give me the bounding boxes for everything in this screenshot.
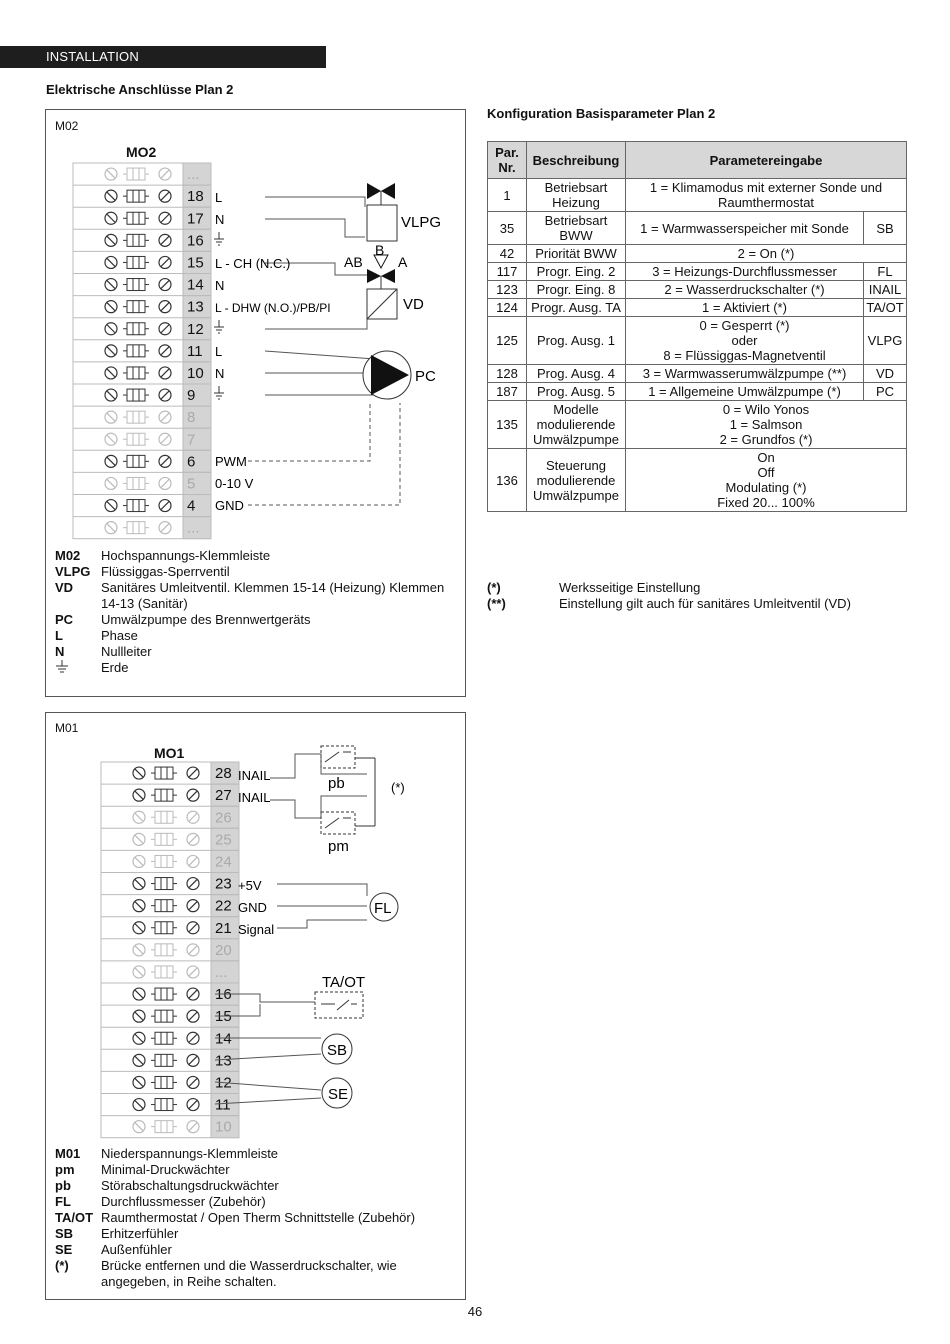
legend-key: SE xyxy=(55,1242,73,1257)
parameter-row xyxy=(488,179,907,212)
legend-value: Störabschaltungsdruckwächter xyxy=(101,1178,279,1193)
legend-item xyxy=(55,1242,455,1258)
legend-item xyxy=(55,612,455,628)
mo1-terminal-number: 22 xyxy=(215,897,232,915)
note-item xyxy=(487,580,851,596)
legend-value: Minimal-Druckwächter xyxy=(101,1162,230,1177)
mo1-terminal-number: 24 xyxy=(215,853,232,871)
mo2-diagram xyxy=(45,109,466,549)
legend-key: M02 xyxy=(55,548,81,563)
par-value: On Off Modulating (*) Fixed 20... 100% xyxy=(626,449,907,512)
mo1-terminal-number: 12 xyxy=(215,1074,232,1092)
legend-item xyxy=(55,548,455,564)
left-title: Elektrische Anschlüsse Plan 2 xyxy=(46,82,234,97)
ground-icon xyxy=(55,660,69,674)
legend-item xyxy=(55,1210,455,1226)
par-nr: 136 xyxy=(488,449,527,512)
mo2-legend xyxy=(55,548,455,678)
mo2-wire-label-n17: N xyxy=(215,212,225,227)
par-code: INAIL xyxy=(864,281,907,299)
legend-item xyxy=(55,564,455,580)
parameter-row xyxy=(488,299,907,317)
taot-switch-icon xyxy=(315,992,363,1018)
vd-valve-icon xyxy=(367,255,397,319)
mo2-terminal-number: 8 xyxy=(187,409,196,427)
mo1-wire-label-inail2: INAIL xyxy=(238,790,271,805)
legend-key: M01 xyxy=(55,1146,81,1161)
par-description: Prog. Ausg. 1 xyxy=(527,317,626,365)
mo1-terminal-title: MO1 xyxy=(154,745,185,761)
mo2-box-label: M02 xyxy=(55,119,79,133)
sb-label: SB xyxy=(327,1042,348,1059)
mo1-terminal-number: 27 xyxy=(215,787,232,805)
par-description: Betriebsart BWW xyxy=(527,212,626,245)
mo2-terminal-number: 9 xyxy=(187,387,196,405)
section-header: INSTALLATION xyxy=(0,46,326,68)
col-beschreibung: Beschreibung xyxy=(527,142,626,179)
mo2-terminal-number: 4 xyxy=(187,497,196,515)
taot-label: TA/OT xyxy=(322,974,366,991)
par-value: 0 = Gesperrt (*) oder 8 = Flüssiggas-Magnetventil xyxy=(626,317,864,365)
par-value: 2 = Wasserdruckschalter (*) xyxy=(626,281,864,299)
legend-value: Durchflussmesser (Zubehör) xyxy=(101,1194,266,1209)
legend-item xyxy=(55,1178,455,1194)
legend-value: Brücke entfernen und die Wasserdruckschalter, wie angegeben, in Reihe schalten. xyxy=(101,1258,397,1289)
mo2-wire-label-n10: N xyxy=(215,366,225,381)
pc-label: PC xyxy=(415,368,436,385)
par-code: FL xyxy=(864,263,907,281)
note-value: Werksseitige Einstellung xyxy=(559,580,701,595)
bridge-note-label: (*) xyxy=(391,780,405,795)
mo2-wire-label-v010: 0-10 V xyxy=(215,476,254,491)
mo2-terminal-number: 10 xyxy=(187,364,204,382)
legend-value: Raumthermostat / Open Therm Schnittstelle (Zubehör) xyxy=(101,1210,416,1225)
par-value: 2 = On (*) xyxy=(626,245,907,263)
mo1-terminal-number: 20 xyxy=(215,941,232,959)
parameter-row xyxy=(488,263,907,281)
table-notes xyxy=(487,580,851,612)
par-description: Prog. Ausg. 4 xyxy=(527,365,626,383)
par-value: 1 = Aktiviert (*) xyxy=(626,299,864,317)
parameter-row xyxy=(488,383,907,401)
legend-key: VD xyxy=(55,580,74,595)
ground-icon xyxy=(214,320,224,333)
col-par-nr: Par. Nr. xyxy=(488,142,527,179)
par-description: Priorität BWW xyxy=(527,245,626,263)
mo2-terminal-number: 14 xyxy=(187,276,204,294)
mo1-terminal-number: 15 xyxy=(215,1008,232,1026)
par-description: Steuerung modulierende Umwälzpumpe xyxy=(527,449,626,512)
par-description: Modelle modulierende Umwälzpumpe xyxy=(527,401,626,449)
legend-value: Sanitäres Umleitventil. Klemmen 15-14 (Heizung) Klemmen 14-13 (Sanitär) xyxy=(101,580,445,611)
legend-key: L xyxy=(55,628,63,643)
mo2-terminal-number: ... xyxy=(187,166,200,184)
par-nr: 123 xyxy=(488,281,527,299)
vd-label: VD xyxy=(403,296,424,313)
legend-key: SB xyxy=(55,1226,74,1241)
par-value: 3 = Heizungs-Durchflussmesser xyxy=(626,263,864,281)
mo1-terminal-number: 11 xyxy=(215,1096,231,1114)
parameter-row xyxy=(488,317,907,365)
par-description: Betriebsart Heizung xyxy=(527,179,626,212)
mo1-terminal-number: 23 xyxy=(215,875,232,893)
mo1-wire-label-v5: +5V xyxy=(238,878,262,893)
par-description: Progr. Eing. 2 xyxy=(527,263,626,281)
col-parametereingabe: Parametereingabe xyxy=(626,142,907,179)
legend-key: N xyxy=(55,644,65,659)
vd-ab-label: AB xyxy=(344,254,363,270)
legend-item xyxy=(55,644,455,660)
par-description: Prog. Ausg. 5 xyxy=(527,383,626,401)
parameter-table xyxy=(487,141,907,512)
legend-key: (*) xyxy=(55,1258,69,1273)
legend-value: Niederspannungs-Klemmleiste xyxy=(101,1146,279,1161)
mo2-terminal-title: MO2 xyxy=(126,144,157,160)
mo2-wire-label-l13: L - DHW (N.O.)/PB/PI xyxy=(215,301,331,315)
se-label: SE xyxy=(328,1086,349,1103)
parameter-row xyxy=(488,281,907,299)
mo1-terminal-number: 21 xyxy=(215,919,232,937)
legend-value: Erhitzerfühler xyxy=(101,1226,179,1241)
legend-value: Erde xyxy=(101,660,129,675)
legend-key xyxy=(55,660,101,678)
mo1-wire-label-signal: Signal xyxy=(238,922,275,937)
parameter-row xyxy=(488,449,907,512)
mo2-terminal-number: 7 xyxy=(187,431,196,449)
par-description: Progr. Ausg. TA xyxy=(527,299,626,317)
note-key: (*) xyxy=(487,580,501,595)
legend-value: Hochspannungs-Klemmleiste xyxy=(101,548,271,563)
mo2-wire-label-n14: N xyxy=(215,278,225,293)
par-description: Progr. Eing. 8 xyxy=(527,281,626,299)
legend-key: TA/OT xyxy=(55,1210,94,1225)
mo1-terminal-number: 28 xyxy=(215,765,232,783)
par-value: 0 = Wilo Yonos 1 = Salmson 2 = Grundfos (*) xyxy=(626,401,907,449)
pm-label: pm xyxy=(328,838,349,855)
parameter-row xyxy=(488,365,907,383)
fl-label: FL xyxy=(374,900,392,917)
mo2-terminal-number: 16 xyxy=(187,232,204,250)
mo1-wire-label-inail1: INAIL xyxy=(238,768,271,783)
mo1-terminal-number: 10 xyxy=(215,1118,232,1136)
vd-a-label: A xyxy=(398,254,408,270)
legend-item xyxy=(55,1194,455,1210)
pc-pump-icon xyxy=(363,351,411,399)
mo2-terminal-number: 17 xyxy=(187,210,204,228)
par-nr: 135 xyxy=(488,401,527,449)
legend-item xyxy=(55,580,455,612)
vd-b-label: B xyxy=(375,242,385,258)
legend-item xyxy=(55,1226,455,1242)
par-nr: 1 xyxy=(488,179,527,212)
legend-key: VLPG xyxy=(55,564,91,579)
mo2-terminal-number: 12 xyxy=(187,320,204,338)
parameter-row xyxy=(488,212,907,245)
par-code: VD xyxy=(864,365,907,383)
par-nr: 35 xyxy=(488,212,527,245)
mo1-terminal-number: 25 xyxy=(215,831,232,849)
mo2-wire-label-l18: L xyxy=(215,190,223,205)
mo2-terminal-number: 13 xyxy=(187,298,204,316)
legend-key: pb xyxy=(55,1178,71,1193)
mo1-terminal-number: 16 xyxy=(215,986,232,1004)
mo1-terminal-number: 13 xyxy=(215,1052,232,1070)
mo2-terminal-number: 15 xyxy=(187,254,204,272)
par-value: 1 = Warmwasserspeicher mit Sonde xyxy=(626,212,864,245)
mo2-terminal-number: 5 xyxy=(187,475,196,493)
legend-value: Nullleiter xyxy=(101,644,152,659)
legend-item xyxy=(55,1258,455,1290)
parameter-row xyxy=(488,245,907,263)
note-item xyxy=(487,596,851,612)
legend-value: Außenfühler xyxy=(101,1242,172,1257)
legend-key: pm xyxy=(55,1162,75,1177)
ground-icon xyxy=(214,232,224,245)
par-code: SB xyxy=(864,212,907,245)
par-nr: 125 xyxy=(488,317,527,365)
par-nr: 187 xyxy=(488,383,527,401)
par-code: TA/OT xyxy=(864,299,907,317)
mo2-terminal-number: ... xyxy=(187,519,200,537)
par-value: 1 = Klimamodus mit externer Sonde und Raumthermostat xyxy=(626,179,907,212)
par-nr: 42 xyxy=(488,245,527,263)
mo2-wire-label-l11: L xyxy=(215,344,223,359)
mo2-terminal-number: 11 xyxy=(187,342,203,360)
mo2-wire-label-pwm: PWM xyxy=(215,454,247,469)
legend-item xyxy=(55,660,455,678)
legend-value: Phase xyxy=(101,628,138,643)
par-code: PC xyxy=(864,383,907,401)
vlpg-label: VLPG xyxy=(401,214,442,231)
pm-switch-icon xyxy=(321,812,375,834)
legend-item xyxy=(55,628,455,644)
parameter-row xyxy=(488,401,907,449)
mo2-wire-label-gnd: GND xyxy=(215,498,244,513)
mo1-terminal-number: 14 xyxy=(215,1030,232,1048)
mo1-diagram xyxy=(45,712,466,1152)
pb-label: pb xyxy=(328,775,345,792)
legend-item xyxy=(55,1146,455,1162)
par-nr: 128 xyxy=(488,365,527,383)
right-title: Konfiguration Basisparameter Plan 2 xyxy=(487,106,716,121)
note-key: (**) xyxy=(487,596,506,611)
par-value: 3 = Warmwasserumwälzpumpe (**) xyxy=(626,365,864,383)
mo2-terminal-number: 18 xyxy=(187,188,204,206)
mo1-terminal-number: ... xyxy=(215,963,228,981)
mo1-terminal-number: 26 xyxy=(215,809,232,827)
vlpg-valve-icon xyxy=(367,183,397,241)
par-value: 1 = Allgemeine Umwälzpumpe (*) xyxy=(626,383,864,401)
legend-value: Umwälzpumpe des Brennwertgeräts xyxy=(101,612,311,627)
page-number: 46 xyxy=(467,1304,483,1319)
mo2-wire-label-l15: L - CH (N.C.) xyxy=(215,256,291,271)
par-nr: 124 xyxy=(488,299,527,317)
par-code: VLPG xyxy=(864,317,907,365)
mo1-legend xyxy=(55,1146,455,1290)
legend-item xyxy=(55,1162,455,1178)
ground-icon xyxy=(214,386,224,399)
mo2-terminal-number: 6 xyxy=(187,453,196,471)
mo1-box-label: M01 xyxy=(55,721,79,735)
mo1-wire-label-gnd: GND xyxy=(238,900,267,915)
note-value: Einstellung gilt auch für sanitäres Umleitventil (VD) xyxy=(559,596,851,611)
par-nr: 117 xyxy=(488,263,527,281)
legend-key: FL xyxy=(55,1194,71,1209)
legend-value: Flüssiggas-Sperrventil xyxy=(101,564,230,579)
legend-key: PC xyxy=(55,612,74,627)
